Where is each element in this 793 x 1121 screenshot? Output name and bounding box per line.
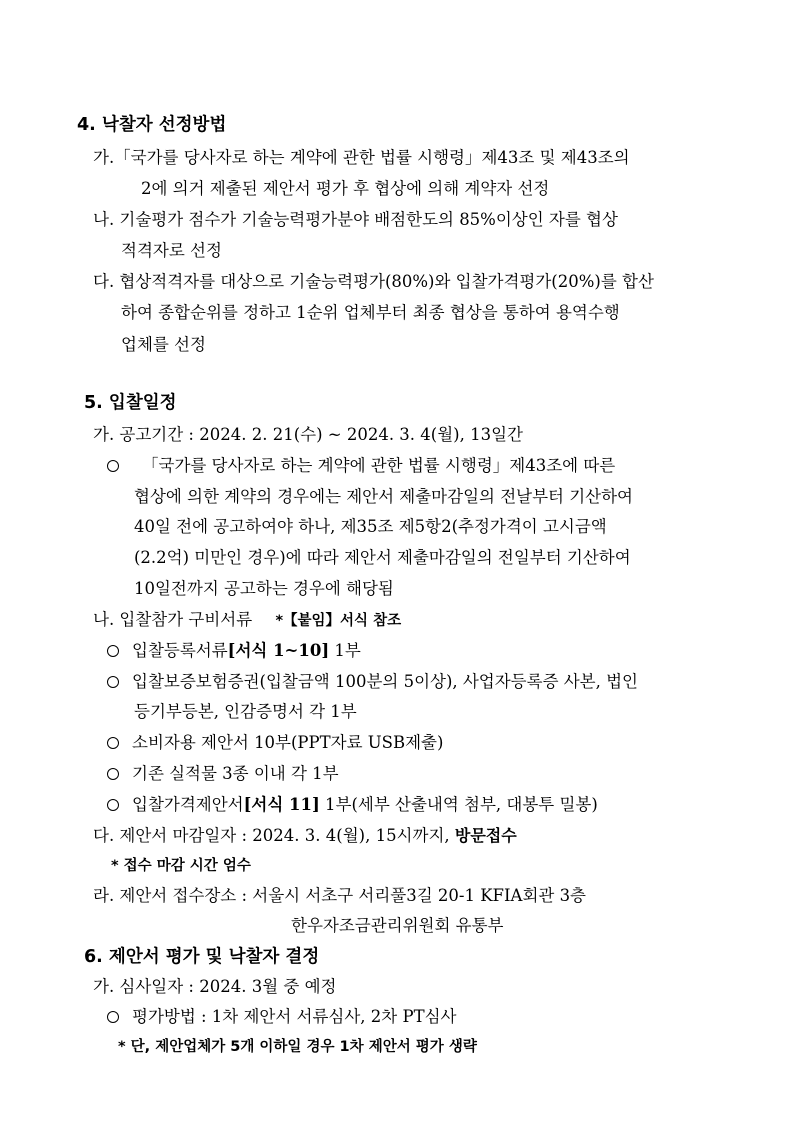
s6-method-text: 평가방법 : 1차 제안서 서류심사, 2차 PT심사 xyxy=(132,1007,457,1026)
s5-na-ref: *【붙임】서식 참조 xyxy=(275,613,402,629)
s6-method xyxy=(107,1006,456,1028)
s5-na xyxy=(93,609,401,632)
section-5-title: 5. 입찰일정 xyxy=(84,393,177,413)
circle-bullet-icon xyxy=(107,1011,119,1023)
s5-doc1 xyxy=(107,640,361,662)
s4-ga-line1: 가.「국가를 당사자로 하는 계약에 관한 법률 시행령」제43조 및 제43조의 xyxy=(93,148,630,167)
s5-da-visit: 방문접수 xyxy=(454,826,517,845)
s5-doc2 xyxy=(107,671,638,693)
doc1-text: 입찰등록서류 xyxy=(132,641,228,660)
s5-da-text: 다. 제안서 마감일자 : 2024. 3. 4(월), 15시까지, xyxy=(93,826,455,845)
doc5-detail: 1부(세부 산출내역 첨부, 대봉투 밀봉) xyxy=(319,795,598,814)
circle-bullet-icon xyxy=(107,460,119,472)
s5-doc3 xyxy=(107,732,443,754)
doc5-form: [서식 11] xyxy=(243,795,320,814)
section-4-title: 4. 낙찰자 선정방법 xyxy=(77,115,227,135)
circle-bullet-icon xyxy=(107,676,119,688)
s5-note-line3: 40일 전에 공고하여야 하나, 제35조 제5항2(추정가격이 고시금액 xyxy=(134,517,607,536)
s4-na-line1: 나. 기술평가 점수가 기술능력평가분야 배점한도의 85%이상인 자를 협상 xyxy=(93,210,618,229)
s5-da-note: * 접수 마감 시간 엄수 xyxy=(111,858,251,874)
s5-note-line2: 협상에 의한 계약의 경우에는 제안서 제출마감일의 전날부터 기산하여 xyxy=(134,487,633,506)
doc3-text: 소비자용 제안서 10부(PPT자료 USB제출) xyxy=(132,733,444,752)
s5-ra-line2: 한우자조금관리위원회 유통부 xyxy=(291,916,504,935)
s5-doc5 xyxy=(107,794,598,816)
s5-ga: 가. 공고기간 : 2024. 2. 21(수) ~ 2024. 3. 4(월), 13일간 xyxy=(93,425,523,444)
s5-note-line5: 10일전까지 공고하는 경우에 해당됨 xyxy=(134,579,394,598)
section-6-title: 6. 제안서 평가 및 낙찰자 결정 xyxy=(84,947,320,967)
circle-bullet-icon xyxy=(107,645,119,657)
s4-da-line2: 하여 종합순위를 정하고 1순위 업체부터 최종 협상을 통하여 용역수행 xyxy=(121,303,620,322)
doc1-count: 1부 xyxy=(329,641,361,660)
doc4-text: 기존 실적물 3종 이내 각 1부 xyxy=(132,764,339,783)
s4-ga-line2: 2에 의거 제출된 제안서 평가 후 협상에 의해 계약자 선정 xyxy=(141,179,550,198)
s4-da-line1: 다. 협상적격자를 대상으로 기술능력평가(80%)와 입찰가격평가(20%)를 합산 xyxy=(93,272,654,291)
s5-doc4 xyxy=(107,763,339,785)
doc2-line1: 입찰보증보험증권(입찰금액 100분의 5이상), 사업자등록증 사본, 법인 xyxy=(132,672,638,691)
s6-ga: 가. 심사일자 : 2024. 3월 중 예정 xyxy=(93,977,337,996)
s5-doc2-line2: 등기부등본, 인감증명서 각 1부 xyxy=(134,702,357,721)
circle-bullet-icon xyxy=(107,768,119,780)
s5-na-label: 나. 입찰참가 구비서류 xyxy=(93,610,253,629)
s5-note-line4: (2.2억) 미만인 경우)에 따라 제안서 제출마감일의 전일부터 기산하여 xyxy=(134,548,631,567)
s5-ra-line1: 라. 제안서 접수장소 : 서울시 서초구 서리풀3길 20-1 KFIA회관 3층 xyxy=(93,886,586,905)
s4-na-line2: 적격자로 선정 xyxy=(121,241,222,260)
circle-bullet-icon xyxy=(107,737,119,749)
doc5-text: 입찰가격제안서 xyxy=(132,795,244,814)
s5-note-line1: 「국가를 당사자로 하는 계약에 관한 법률 시행령」제43조에 따른 xyxy=(142,456,616,475)
circle-bullet-icon xyxy=(107,799,119,811)
s4-da-line3: 업체를 선정 xyxy=(121,335,206,354)
s5-da xyxy=(93,825,517,847)
doc1-form: [서식 1~10] xyxy=(227,641,330,660)
s6-note: * 단, 제안업체가 5개 이하일 경우 1차 제안서 평가 생략 xyxy=(118,1039,477,1055)
